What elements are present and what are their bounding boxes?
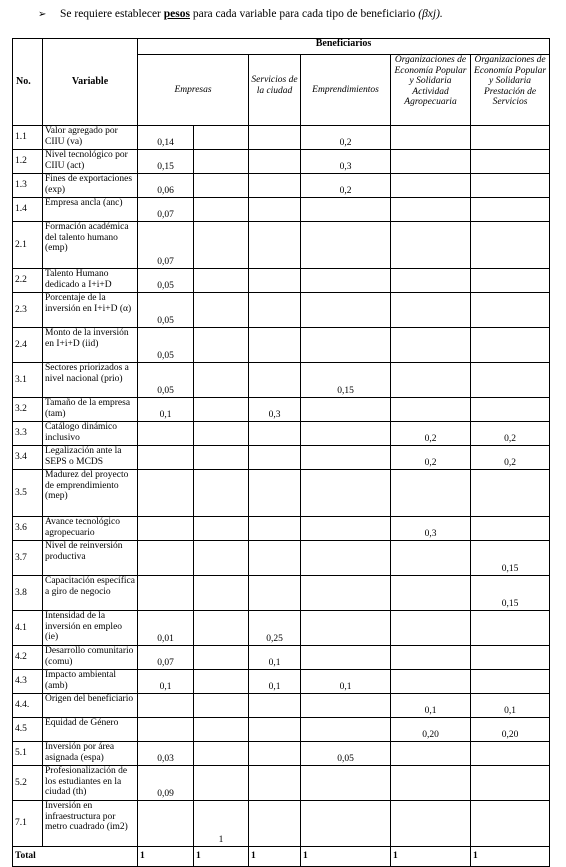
weight-cell	[471, 670, 550, 694]
weight-cell	[138, 446, 194, 470]
weight-cell	[249, 150, 301, 174]
intro-text-post: para cada variable para cada tipo de beneficiario	[189, 8, 419, 20]
weight-cell	[391, 470, 471, 517]
variable-name: Inversión por área asignada (espa)	[43, 742, 138, 766]
table-row	[13, 446, 550, 470]
weight-cell	[301, 646, 391, 670]
weight-cell: 0,25	[249, 611, 301, 646]
weight-cell	[194, 718, 249, 742]
table-body	[13, 126, 550, 847]
row-number: 4.3	[13, 670, 43, 694]
row-number: 1.2	[13, 150, 43, 174]
row-number: 4.1	[13, 611, 43, 646]
weight-cell	[471, 398, 550, 422]
weight-cell	[249, 174, 301, 198]
total-value: 1	[249, 847, 301, 867]
weight-cell	[138, 576, 194, 611]
weight-cell	[138, 801, 194, 847]
header-empresas: Empresas	[138, 55, 249, 126]
weight-cell	[249, 541, 301, 576]
row-number: 5.1	[13, 742, 43, 766]
weight-cell	[471, 293, 550, 328]
row-number: 3.6	[13, 517, 43, 541]
intro-formula: (βxj).	[418, 8, 443, 20]
weight-cell	[138, 694, 194, 718]
table-row	[13, 126, 550, 150]
weight-cell: 0,14	[138, 126, 194, 150]
weight-cell: 0,2	[301, 174, 391, 198]
weight-cell	[471, 328, 550, 363]
weight-cell	[391, 363, 471, 398]
weight-cell	[194, 742, 249, 766]
weight-cell	[301, 269, 391, 293]
row-number: 3.7	[13, 541, 43, 576]
weight-cell: 0,07	[138, 646, 194, 670]
row-number: 4.5	[13, 718, 43, 742]
table-row	[13, 470, 550, 517]
variable-name: Tamaño de la empresa (tam)	[43, 398, 138, 422]
table-row	[13, 517, 550, 541]
weight-cell	[391, 269, 471, 293]
weight-cell	[301, 422, 391, 446]
weight-cell	[391, 742, 471, 766]
weight-cell: 0,2	[391, 446, 471, 470]
weight-cell	[391, 293, 471, 328]
weight-cell: 0,2	[471, 422, 550, 446]
variable-name: Equidad de Género	[43, 718, 138, 742]
weight-cell	[471, 150, 550, 174]
table-row	[13, 718, 550, 742]
weight-cell: 0,1	[391, 694, 471, 718]
weight-cell	[301, 222, 391, 269]
weight-cell	[391, 541, 471, 576]
weight-cell	[391, 766, 471, 801]
weight-cell	[391, 328, 471, 363]
weight-cell: 0,09	[138, 766, 194, 801]
weight-cell	[194, 269, 249, 293]
row-number: 4.2	[13, 646, 43, 670]
row-number: 2.3	[13, 293, 43, 328]
weight-cell	[471, 646, 550, 670]
intro-line	[38, 7, 558, 22]
weight-cell	[471, 801, 550, 847]
weight-cell	[249, 576, 301, 611]
weight-cell	[391, 576, 471, 611]
weight-cell	[471, 198, 550, 222]
weight-cell: 0,15	[471, 541, 550, 576]
weight-cell	[301, 517, 391, 541]
arrow-bullet-icon: ➢	[38, 9, 47, 20]
weight-cell	[391, 646, 471, 670]
weight-cell	[391, 611, 471, 646]
weight-cell: 0,1	[249, 670, 301, 694]
weight-cell	[249, 269, 301, 293]
table-row	[13, 694, 550, 718]
weight-cell: 0,06	[138, 174, 194, 198]
weight-cell	[138, 470, 194, 517]
weight-cell	[194, 150, 249, 174]
weight-cell: 0,03	[138, 742, 194, 766]
weights-table	[12, 38, 550, 867]
total-value: 1	[301, 847, 391, 867]
weight-cell	[194, 222, 249, 269]
table-row	[13, 174, 550, 198]
header-no: No.	[13, 39, 43, 126]
weight-cell	[301, 293, 391, 328]
row-number: 3.3	[13, 422, 43, 446]
weight-cell: 0,05	[138, 363, 194, 398]
table-row	[13, 398, 550, 422]
weight-cell	[301, 611, 391, 646]
weight-cell	[471, 766, 550, 801]
weight-cell	[301, 766, 391, 801]
header-beneficiarios: Beneficiarios	[138, 39, 550, 55]
total-value: 1	[391, 847, 471, 867]
table-row	[13, 646, 550, 670]
intro-text-pre: Se requiere establecer	[60, 8, 164, 20]
weight-cell	[194, 670, 249, 694]
weight-cell: 0,1	[138, 670, 194, 694]
intro-text-bold: pesos	[163, 8, 190, 20]
variable-name: Monto de la inversión en I+i+D (iid)	[43, 328, 138, 363]
weight-cell: 0,07	[138, 222, 194, 269]
table-row	[13, 576, 550, 611]
weight-cell	[194, 363, 249, 398]
variable-name: Inversión en infraestructura por metro cuadrado (im2)	[43, 801, 138, 847]
header-variable: Variable	[43, 39, 138, 126]
variable-name: Catálogo dinámico inclusivo	[43, 422, 138, 446]
table-row	[13, 766, 550, 801]
table-row	[13, 198, 550, 222]
row-number: 3.1	[13, 363, 43, 398]
row-number: 3.4	[13, 446, 43, 470]
weight-cell	[249, 470, 301, 517]
weight-cell	[301, 470, 391, 517]
weight-cell: 0,15	[138, 150, 194, 174]
weight-cell	[249, 766, 301, 801]
weight-cell	[301, 541, 391, 576]
weight-cell	[391, 150, 471, 174]
row-number: 1.3	[13, 174, 43, 198]
weight-cell	[249, 742, 301, 766]
variable-name: Origen del beneficiario	[43, 694, 138, 718]
variable-name: Intensidad de la inversión en empleo (ie)	[43, 611, 138, 646]
weight-cell	[471, 470, 550, 517]
weight-cell: 0,1	[471, 694, 550, 718]
table-row	[13, 801, 550, 847]
row-number: 4.4.	[13, 694, 43, 718]
total-value: 1	[194, 847, 249, 867]
weight-cell: 0,05	[138, 328, 194, 363]
weight-cell	[391, 398, 471, 422]
weight-cell	[194, 470, 249, 517]
variable-name: Nivel tecnológico por CIIU (act)	[43, 150, 138, 174]
weight-cell	[391, 670, 471, 694]
weight-cell: 0,2	[301, 126, 391, 150]
weight-cell	[194, 517, 249, 541]
weight-cell: 0,3	[301, 150, 391, 174]
row-number: 7.1	[13, 801, 43, 847]
weight-cell	[249, 328, 301, 363]
variable-name: Madurez del proyecto de emprendimiento (mep)	[43, 470, 138, 517]
weight-cell	[391, 801, 471, 847]
weight-cell	[301, 576, 391, 611]
weight-cell	[471, 174, 550, 198]
table-row	[13, 611, 550, 646]
header-org-agro: Organizaciones de Economía Popular y Solidaria Actividad Agropecuaria	[391, 55, 471, 126]
variable-name: Nivel de reinversión productiva	[43, 541, 138, 576]
weight-cell	[249, 694, 301, 718]
row-number: 2.4	[13, 328, 43, 363]
weight-cell	[471, 517, 550, 541]
weight-cell	[249, 126, 301, 150]
weight-cell: 0,1	[138, 398, 194, 422]
variable-name: Porcentaje de la inversión en I+i+D (α)	[43, 293, 138, 328]
variable-name: Formación académica del talento humano (emp)	[43, 222, 138, 269]
weight-cell	[194, 541, 249, 576]
weight-cell: 1	[194, 801, 249, 847]
weight-cell	[391, 174, 471, 198]
weight-cell	[301, 446, 391, 470]
weight-cell	[249, 222, 301, 269]
table-row	[13, 742, 550, 766]
variable-name: Legalización ante la SEPS o MCDS	[43, 446, 138, 470]
weight-cell	[138, 718, 194, 742]
weight-cell	[249, 718, 301, 742]
weight-cell: 0,3	[391, 517, 471, 541]
weight-cell	[194, 174, 249, 198]
row-number: 2.1	[13, 222, 43, 269]
weight-cell	[471, 363, 550, 398]
weight-cell	[391, 126, 471, 150]
variable-name: Fines de exportaciones (exp)	[43, 174, 138, 198]
table-row	[13, 269, 550, 293]
weight-cell: 0,20	[471, 718, 550, 742]
row-number: 1.1	[13, 126, 43, 150]
total-label: Total	[13, 847, 138, 867]
weight-cell	[301, 398, 391, 422]
weight-cell: 0,2	[471, 446, 550, 470]
weight-cell	[301, 328, 391, 363]
weight-cell: 0,3	[249, 398, 301, 422]
weight-cell	[138, 422, 194, 446]
weight-cell	[301, 801, 391, 847]
weight-cell: 0,05	[301, 742, 391, 766]
weight-cell	[194, 766, 249, 801]
header-emprendimientos: Emprendimientos	[301, 55, 391, 126]
weight-cell: 0,01	[138, 611, 194, 646]
variable-name: Profesionalización de los estudiantes en la ciudad (th)	[43, 766, 138, 801]
total-value: 1	[471, 847, 550, 867]
weight-cell	[249, 198, 301, 222]
row-number: 3.2	[13, 398, 43, 422]
total-row	[13, 847, 550, 867]
weight-cell	[391, 198, 471, 222]
header-servicios: Servicios de la ciudad	[249, 55, 301, 126]
variable-name: Avance tecnológico agropecuario	[43, 517, 138, 541]
weight-cell	[138, 517, 194, 541]
weight-cell: 0,20	[391, 718, 471, 742]
table-row	[13, 222, 550, 269]
weight-cell: 0,1	[301, 670, 391, 694]
table-row	[13, 363, 550, 398]
weight-cell	[249, 293, 301, 328]
variable-name: Talento Humano dedicado a I+i+D	[43, 269, 138, 293]
weight-cell	[194, 398, 249, 422]
weight-cell	[194, 576, 249, 611]
weight-cell: 0,2	[391, 422, 471, 446]
weight-cell	[301, 718, 391, 742]
table-row	[13, 328, 550, 363]
weight-cell: 0,07	[138, 198, 194, 222]
table-row	[13, 670, 550, 694]
weight-cell	[194, 198, 249, 222]
row-number: 1.4	[13, 198, 43, 222]
weight-cell	[194, 328, 249, 363]
weight-cell: 0,15	[471, 576, 550, 611]
table-row	[13, 293, 550, 328]
row-number: 2.2	[13, 269, 43, 293]
row-number: 5.2	[13, 766, 43, 801]
weight-cell	[194, 293, 249, 328]
weight-cell: 0,15	[301, 363, 391, 398]
total-value: 1	[138, 847, 194, 867]
weight-cell	[194, 646, 249, 670]
weight-cell	[301, 694, 391, 718]
weight-cell	[471, 269, 550, 293]
table-row	[13, 150, 550, 174]
weight-cell	[471, 742, 550, 766]
variable-name: Desarrollo comunitario (comu)	[43, 646, 138, 670]
variable-name: Empresa ancla (anc)	[43, 198, 138, 222]
weight-cell	[194, 422, 249, 446]
variable-name: Impacto ambiental (amb)	[43, 670, 138, 694]
weight-cell	[471, 611, 550, 646]
weight-cell	[194, 446, 249, 470]
table-row	[13, 541, 550, 576]
table-row	[13, 422, 550, 446]
weight-cell	[194, 126, 249, 150]
variable-name: Sectores priorizados a nivel nacional (prio)	[43, 363, 138, 398]
weight-cell	[194, 694, 249, 718]
row-number: 3.5	[13, 470, 43, 517]
weight-cell	[249, 446, 301, 470]
weight-cell	[249, 363, 301, 398]
weight-cell	[249, 517, 301, 541]
header-org-serv: Organizaciones de Economía Popular y Solidaria Prestación de Servicios	[471, 55, 550, 126]
weight-cell	[138, 541, 194, 576]
variable-name: Capacitación específica a giro de negocio	[43, 576, 138, 611]
row-number: 3.8	[13, 576, 43, 611]
weight-cell: 0,05	[138, 269, 194, 293]
variable-name: Valor agregado por CIIU (va)	[43, 126, 138, 150]
weight-cell	[249, 801, 301, 847]
weight-cell	[194, 611, 249, 646]
weight-cell	[471, 222, 550, 269]
weight-cell	[249, 422, 301, 446]
weight-cell	[391, 222, 471, 269]
weight-cell: 0,05	[138, 293, 194, 328]
weight-cell	[471, 126, 550, 150]
weight-cell	[301, 198, 391, 222]
weight-cell: 0,1	[249, 646, 301, 670]
